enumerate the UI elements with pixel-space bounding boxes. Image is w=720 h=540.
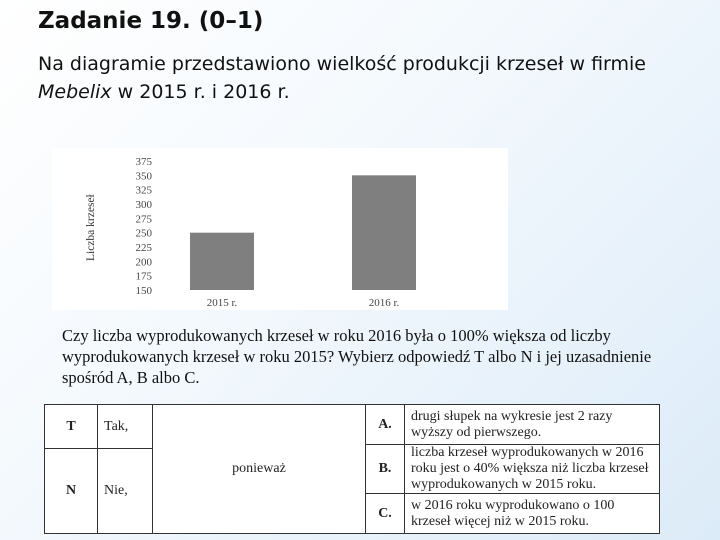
y-tick-label: 350 xyxy=(135,170,152,183)
y-tick-label: 325 xyxy=(135,184,152,197)
question-text: Czy liczba wyprodukowanych krzeseł w roku 2016 była o 100% większa od liczby wyprodukowanych krzeseł w roku 2015? Wybierz odpowiedź T albo N i jej uzasadnienie spośród A, B albo C. xyxy=(62,326,652,387)
task-intro xyxy=(38,50,698,106)
answer-table xyxy=(44,404,660,534)
y-tick-label: 225 xyxy=(135,242,152,254)
company-name: Mebelix xyxy=(38,81,112,103)
connector-word: ponieważ xyxy=(153,405,366,534)
option-t-letter[interactable]: T xyxy=(45,405,98,449)
y-tick-label: 275 xyxy=(135,213,152,226)
bar-2015 xyxy=(190,233,254,290)
intro-text-start: Na diagramie przedstawiono wielkość produkcji krzeseł w firmie xyxy=(38,53,646,75)
y-tick-label: 200 xyxy=(135,256,152,269)
reason-b-text: liczba krzeseł wyprodukowanych w 2016 roku jest o 40% większa niż liczba krzeseł wyprodukowanych w 2015 roku. xyxy=(405,445,660,494)
task-title: Zadanie 19. (0–1) xyxy=(38,8,264,34)
production-chart xyxy=(52,148,508,310)
intro-text-end: w 2015 r. i 2016 r. xyxy=(111,81,290,103)
reason-a-text: drugi słupek na wykresie jest 2 razy wyższy od pierwszego. xyxy=(405,405,660,445)
option-n-word: Nie, xyxy=(98,449,153,534)
y-tick-label: 250 xyxy=(135,227,152,240)
reason-b-letter[interactable]: B. xyxy=(366,445,405,494)
option-n-letter[interactable]: N xyxy=(45,449,98,534)
chart-svg xyxy=(52,148,508,310)
y-tick-label: 150 xyxy=(135,285,152,297)
y-axis-label: Liczba krzeseł xyxy=(85,194,97,261)
x-tick-label: 2016 r. xyxy=(368,297,400,309)
reason-c-text: w 2016 roku wyprodukowano o 100 krzeseł więcej niż w 2015 roku. xyxy=(405,494,660,534)
x-tick-label: 2015 r. xyxy=(206,297,238,309)
reason-a-letter[interactable]: A. xyxy=(366,405,405,445)
y-tick-label: 300 xyxy=(135,199,152,211)
reason-c-letter[interactable]: C. xyxy=(366,494,405,534)
bar-2016 xyxy=(352,175,416,290)
option-t-word: Tak, xyxy=(98,405,153,449)
y-tick-label: 375 xyxy=(135,156,152,168)
y-tick-label: 175 xyxy=(135,270,152,283)
